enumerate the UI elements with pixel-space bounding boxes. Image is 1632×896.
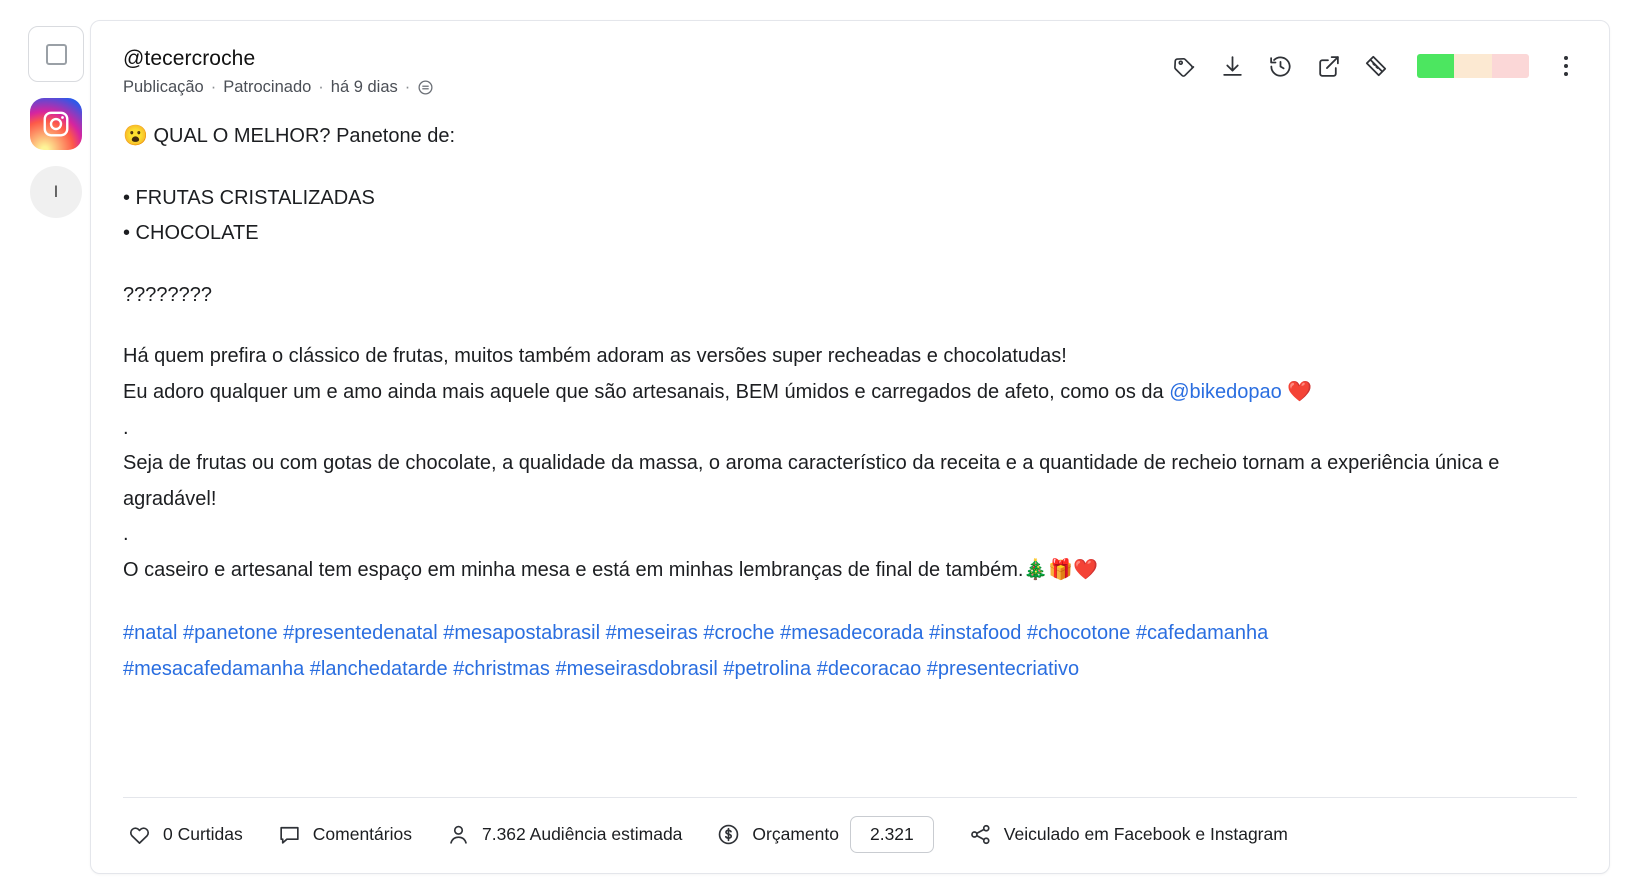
select-post-checkbox[interactable] [28, 26, 84, 82]
swatch-green [1417, 54, 1454, 78]
mention-link[interactable]: @bikedopao [1169, 380, 1282, 403]
download-icon[interactable] [1219, 53, 1245, 79]
ticket-icon[interactable] [1363, 53, 1389, 79]
post-type: Publicação [123, 78, 204, 96]
post-meta [123, 78, 434, 97]
checkbox-box [46, 44, 67, 65]
more-options-icon[interactable] [1555, 53, 1577, 79]
budget-stat [716, 816, 933, 853]
post-bullet-1: • FRUTAS CRISTALIZADAS [123, 186, 375, 209]
history-icon[interactable] [1267, 53, 1293, 79]
placement-stat [968, 822, 1288, 847]
hashtag-block[interactable] [123, 615, 1577, 687]
meta-separator-3: · [404, 78, 411, 96]
audience-label: 7.362 Audiência estimada [481, 824, 683, 844]
left-rail [22, 20, 90, 874]
hashtag-line-2[interactable]: #mesacafedamanha #lanchedatarde #christmas #meseirasdobrasil #petrolina #decoracao #presentecriativo [123, 657, 1080, 680]
post-paragraph-4: O caseiro e artesanal tem espaço em minha mesa e está em minhas lembranças de final de também.🎄🎁❤️ [123, 558, 1099, 581]
status-swatches[interactable] [1417, 54, 1529, 78]
placement-label: Veiculado em Facebook e Instagram [1003, 824, 1288, 844]
person-icon [446, 822, 471, 847]
post-paragraph-2 [123, 375, 1577, 411]
swatch-cream [1454, 54, 1491, 78]
hashtag-line-1[interactable]: #natal #panetone #presentedenatal #mesapostabrasil #meseiras #croche #mesadecorada #instafood #chocotone #cafedamanha [123, 621, 1269, 644]
share-external-icon[interactable] [1315, 53, 1341, 79]
meta-separator-2: · [318, 78, 324, 96]
post-question-marks: ???????? [123, 283, 212, 306]
avatar-letter: I [53, 182, 59, 201]
post-identity [123, 47, 434, 97]
post-footer [123, 798, 1577, 855]
likes-stat [127, 822, 243, 847]
post-line-question: 😮 QUAL O MELHOR? Panetone de: [123, 125, 456, 147]
post-dot-2: . [123, 523, 129, 546]
spacer-1 [123, 155, 1577, 181]
meta-separator-1: · [210, 78, 217, 96]
comments-stat [277, 822, 412, 847]
post-dot-1: . [123, 416, 129, 439]
post-actions-toolbar [1171, 47, 1577, 79]
comments-label: Comentários [312, 824, 412, 844]
comment-icon [277, 822, 302, 847]
likes-label: 0 Curtidas [163, 824, 243, 844]
post-paragraph-2-pre: Eu adoro qualquer um e amo ainda mais aquele que são artesanais, BEM úmidos e carregados de afeto, como os da [123, 380, 1170, 403]
post-time: há 9 dias [330, 78, 398, 96]
tag-icon[interactable] [1171, 53, 1197, 79]
dollar-icon [716, 822, 741, 847]
spacer-2 [123, 252, 1577, 278]
swatch-pink [1492, 54, 1529, 78]
avatar [30, 166, 82, 218]
post-body [123, 119, 1577, 767]
post-paragraph-1: Há quem prefira o clássico de frutas, muitos também adoram as versões super recheadas e chocolatudas! [123, 345, 1067, 368]
account-handle[interactable]: @tecercroche [123, 47, 256, 70]
post-sponsored: Patrocinado [223, 78, 312, 96]
post-paragraph-2-post: ❤️ [1281, 380, 1313, 403]
audience-stat [446, 822, 682, 847]
post-header [123, 47, 1577, 97]
budget-value-input[interactable]: 2.321 [850, 816, 934, 853]
minus-circle-icon [417, 79, 434, 96]
share-nodes-icon [968, 822, 993, 847]
post-card [90, 20, 1610, 874]
heart-icon [127, 822, 152, 847]
post-paragraph-3: Seja de frutas ou com gotas de chocolate, a qualidade da massa, o aroma característico da receita e a quantidade de recheio tornam a experiência única e agradável! [123, 452, 1500, 510]
budget-label: Orçamento [752, 824, 839, 844]
instagram-icon [30, 98, 82, 150]
spacer-3 [123, 313, 1577, 339]
post-bullet-2: • CHOCOLATE [123, 222, 259, 245]
